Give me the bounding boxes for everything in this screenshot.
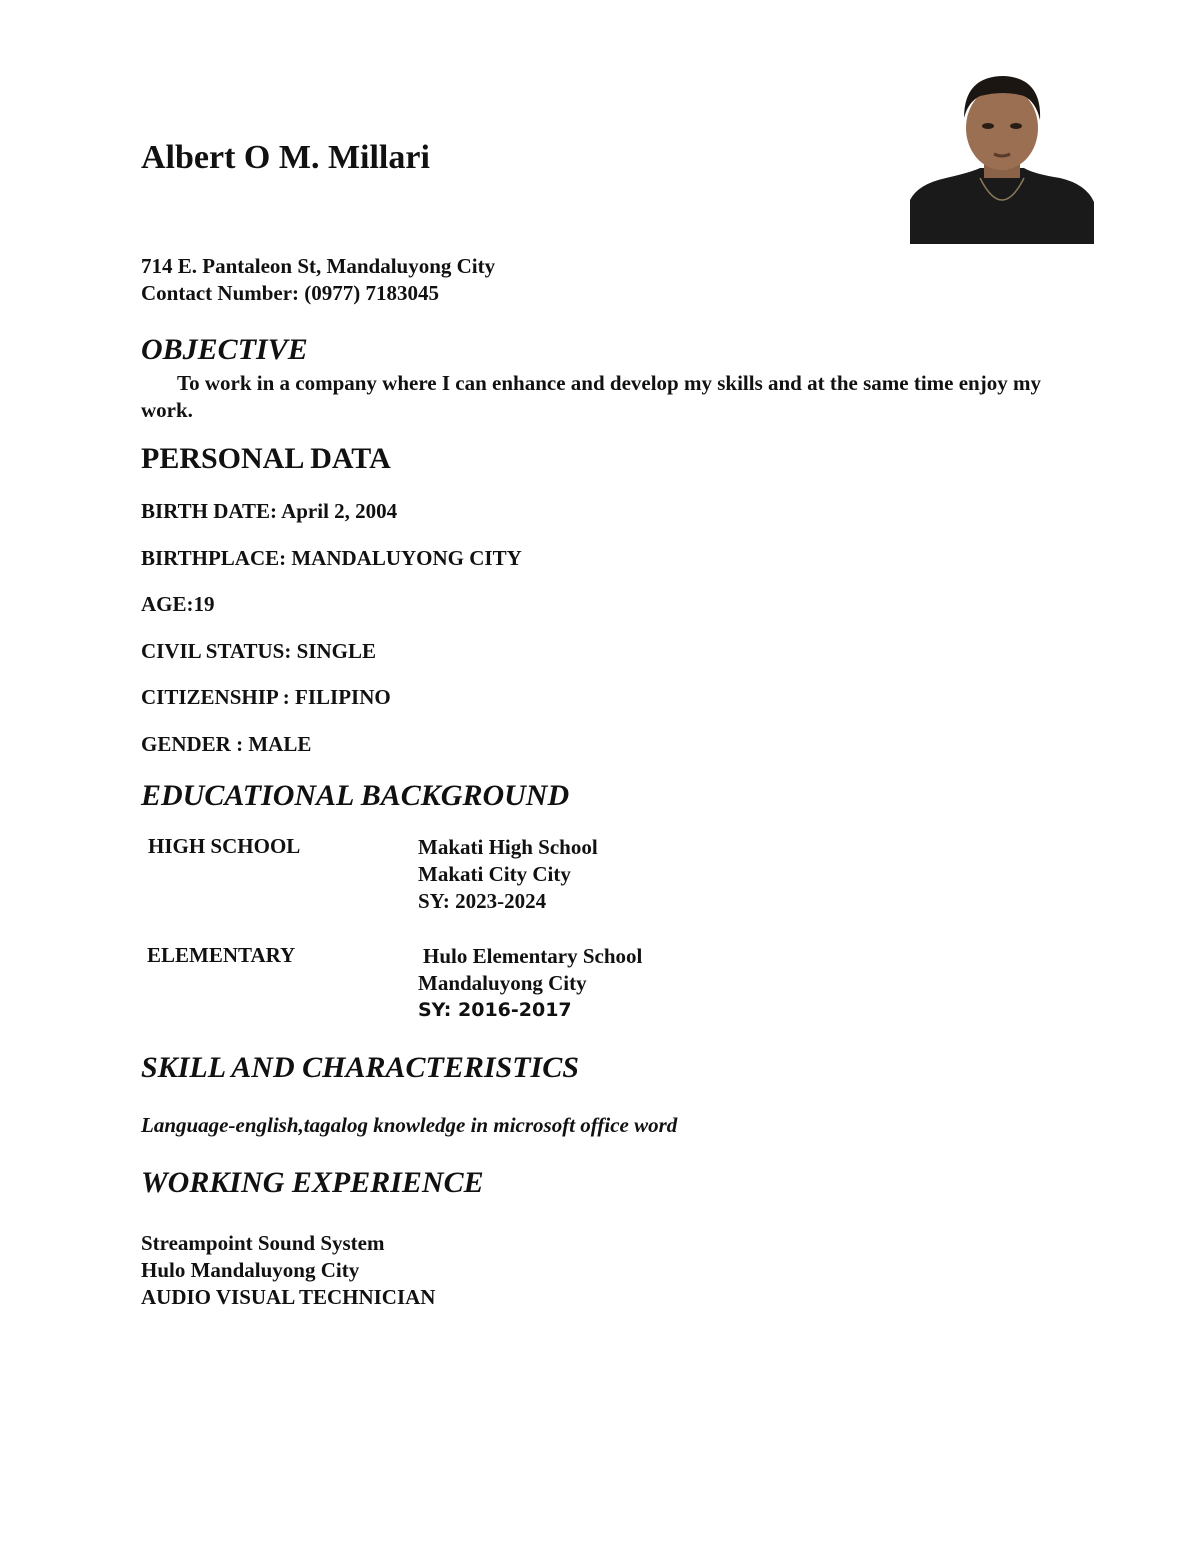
birthplace: BIRTHPLACE: MANDALUYONG CITY — [141, 545, 522, 570]
objective-text: To work in a company where I can enhance and develop my skills and at the same time enjoy my work. — [141, 371, 1041, 422]
school-year: SY: 2016-2017 — [418, 999, 572, 1021]
employer-name: Streampoint Sound System — [141, 1231, 385, 1255]
personal-data-heading: PERSONAL DATA — [141, 442, 391, 475]
civil-status: CIVIL STATUS: SINGLE — [141, 638, 376, 663]
work-heading: WORKING EXPERIENCE — [141, 1166, 484, 1199]
profile-photo — [910, 72, 1094, 244]
education-level: ELEMENTARY — [147, 943, 296, 967]
education-details — [418, 834, 598, 915]
education-level: HIGH SCHOOL — [148, 834, 301, 858]
objective-heading: OBJECTIVE — [141, 333, 308, 366]
education-details — [418, 943, 642, 1024]
work-details — [141, 1230, 435, 1311]
education-heading: EDUCATIONAL BACKGROUND — [141, 779, 570, 812]
school-name: Makati High School — [418, 835, 598, 859]
address: 714 E. Pantaleon St, Mandaluyong City — [141, 254, 496, 278]
school-location: Mandaluyong City — [418, 971, 587, 995]
applicant-name: Albert O M. Millari — [141, 139, 430, 176]
personal-data-list — [141, 498, 522, 777]
age: AGE:19 — [141, 592, 215, 616]
gender: GENDER : MALE — [141, 731, 312, 756]
school-location: Makati City City — [418, 862, 571, 886]
school-year: SY: 2023-2024 — [418, 889, 547, 913]
contact-block — [141, 253, 495, 307]
school-name: Hulo Elementary School — [423, 944, 643, 968]
job-title: AUDIO VISUAL TECHNICIAN — [141, 1285, 436, 1309]
skills-heading: SKILL AND CHARACTERISTICS — [141, 1051, 579, 1084]
citizenship: CITIZENSHIP : FILIPINO — [141, 685, 391, 709]
skills-text: Language-english,tagalog knowledge in microsoft office word — [141, 1113, 678, 1137]
birth-date: BIRTH DATE: April 2, 2004 — [141, 499, 398, 523]
contact-number: Contact Number: (0977) 7183045 — [141, 281, 440, 305]
employer-location: Hulo Mandaluyong City — [141, 1258, 360, 1282]
